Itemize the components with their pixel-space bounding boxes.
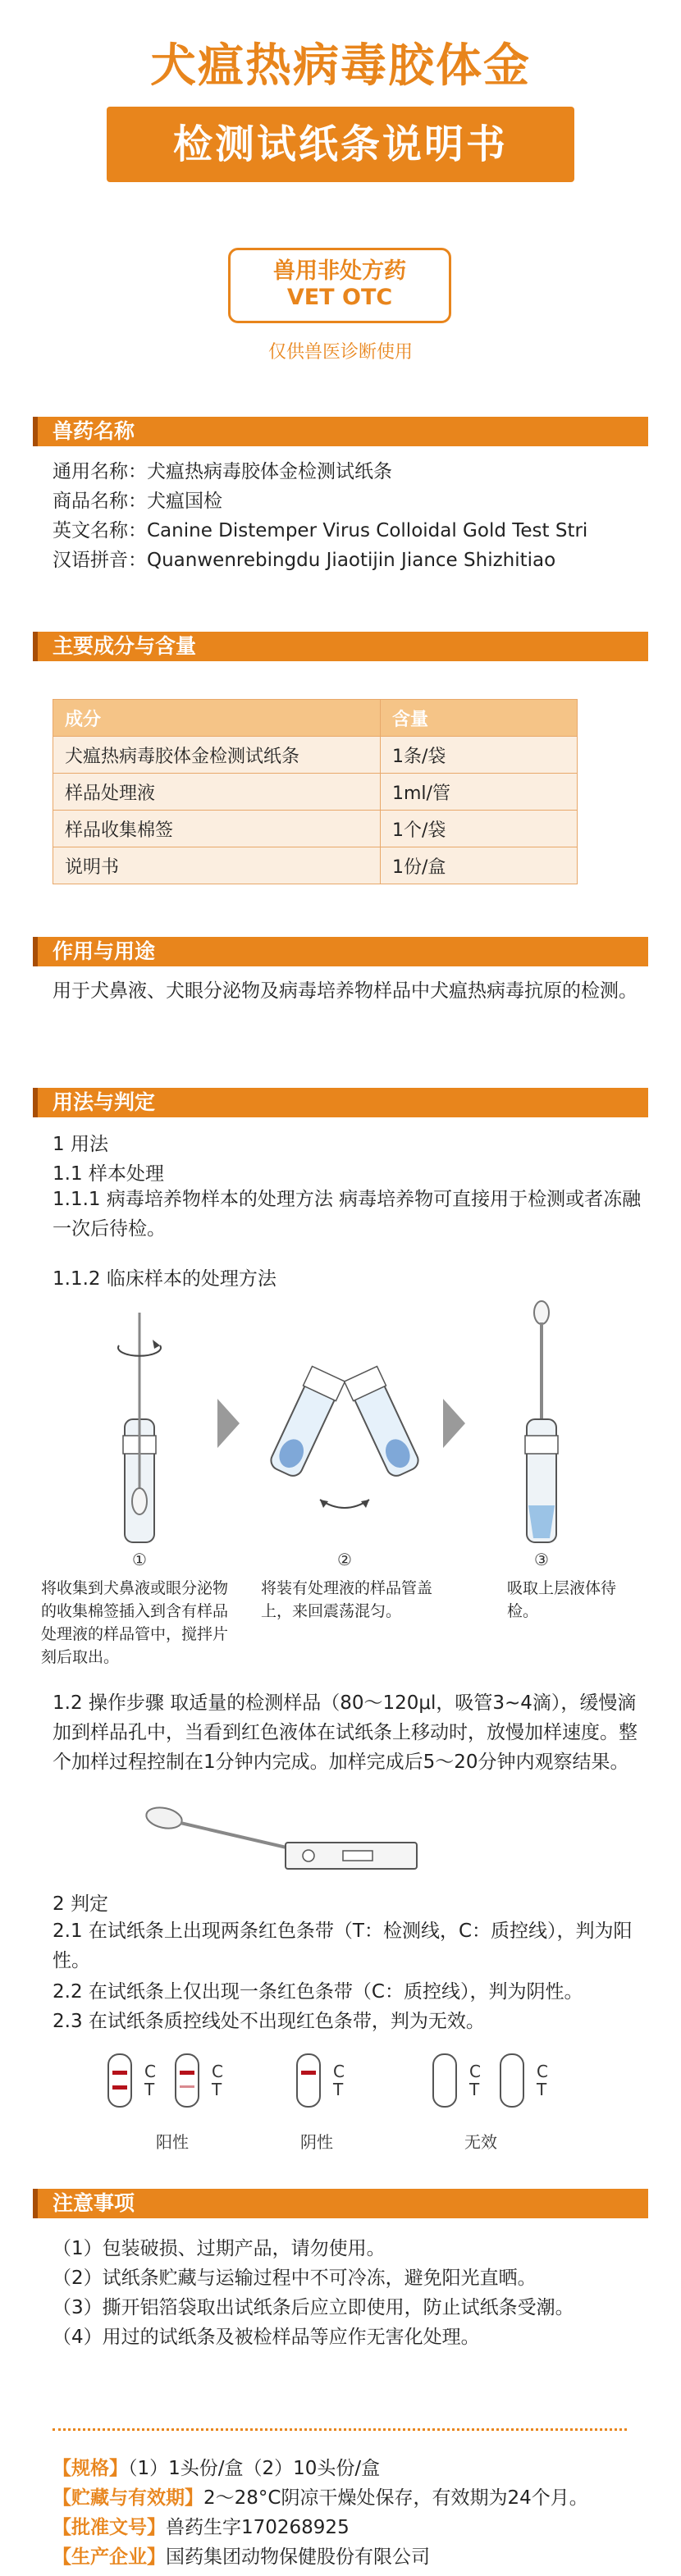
table-cell: 说明书 xyxy=(53,847,381,884)
judgement-2-1: 2.1 在试纸条上出现两条红色条带（T：检测线，C：质控线），判为阳性。 xyxy=(53,1921,633,1971)
info-approval xyxy=(53,2512,350,2539)
step2-number: ② xyxy=(337,1550,352,1569)
table-header-cell: 成分 xyxy=(53,700,381,737)
table-cell: 1个/袋 xyxy=(381,811,578,847)
step2-tubes-icon xyxy=(267,1366,423,1508)
step-arrow-icon xyxy=(443,1399,465,1448)
label-c: C xyxy=(469,2062,481,2081)
judgement-2-2: 2.2 在试纸条上仅出现一条红色条带（C：质控线），判为阴性。 xyxy=(53,1981,583,2003)
method-para-1-1-1: 1.1.1 病毒培养物样本的处理方法 病毒培养物可直接用于检测或者冻融一次后待检。 xyxy=(53,1189,642,1240)
info-maker xyxy=(53,2542,430,2569)
info-value: 国药集团动物保健股份有限公司 xyxy=(166,2546,430,2568)
result-invalid-label: 无效 xyxy=(464,2132,497,2152)
method-heading-1: 1 用法 xyxy=(53,1134,108,1155)
ingredients-table xyxy=(53,699,578,884)
pinyin-name: 汉语拼音：Quanwenrebingdu Jiaotijin Jiance Shizhitiao xyxy=(53,550,556,571)
otc-badge xyxy=(228,248,451,323)
info-value: 兽药生字170268925 xyxy=(166,2517,350,2538)
section-header-notes xyxy=(33,2189,648,2218)
label-c: C xyxy=(333,2062,345,2081)
table-cell: 1条/袋 xyxy=(381,737,578,774)
general-name: 通用名称：犬瘟热病毒胶体金检测试纸条 xyxy=(53,461,392,482)
result-positive-label: 阳性 xyxy=(156,2132,189,2152)
table-row xyxy=(53,774,578,811)
section-title: 兽药名称 xyxy=(53,419,135,443)
table-header-row xyxy=(53,700,578,737)
info-value: 2～28°C阴凉干燥处保存，有效期为24个月。 xyxy=(203,2487,588,2509)
info-storage xyxy=(53,2482,588,2510)
otc-line-1: 兽用非处方药 xyxy=(273,258,406,284)
table-row xyxy=(53,737,578,774)
info-key: 【批准文号】 xyxy=(53,2517,166,2538)
section-title: 注意事项 xyxy=(53,2191,135,2215)
note-item: （2）试纸条贮藏与运输过程中不可冷冻，避免阳光直晒。 xyxy=(53,2268,537,2289)
note-item: （4）用过的试纸条及被检样品等应作无害化处理。 xyxy=(53,2327,480,2348)
step1-caption: 将收集到犬鼻液或眼分泌物的收集棉签插入到含有样品处理液的样品管中，搅拌片刻后取出。 xyxy=(41,1579,229,1666)
label-t: T xyxy=(537,2080,547,2099)
section-header-usage xyxy=(33,937,648,966)
table-cell: 犬瘟热病毒胶体金检测试纸条 xyxy=(53,737,381,774)
label-t: T xyxy=(144,2080,155,2099)
step1-number: ① xyxy=(132,1550,147,1569)
step3-number: ③ xyxy=(534,1550,549,1569)
label-c: C xyxy=(144,2062,156,2081)
method-heading-1-1: 1.1 样本处理 xyxy=(53,1163,164,1185)
otc-note: 仅供兽医诊断使用 xyxy=(267,342,413,363)
label-c: C xyxy=(212,2062,223,2081)
table-row xyxy=(53,811,578,847)
info-key: 【规格】 xyxy=(53,2458,128,2479)
judgement-2-3: 2.3 在试纸条质控线处不出现红色条带，判为无效。 xyxy=(53,2011,485,2032)
judgement-heading: 2 判定 xyxy=(53,1893,108,1915)
info-value: （1）1头份/盒（2）10头份/盒 xyxy=(128,2458,381,2479)
table-cell: 1ml/管 xyxy=(381,774,578,811)
table-cell: 样品收集棉签 xyxy=(53,811,381,847)
label-c: C xyxy=(537,2062,548,2081)
strip-application-illustration xyxy=(123,1802,435,1875)
section-header-method xyxy=(33,1088,648,1117)
positive-strip-icon xyxy=(176,2054,199,2107)
table-header-cell: 含量 xyxy=(381,700,578,737)
result-negative-label: 阴性 xyxy=(300,2132,333,2152)
info-key: 【生产企业】 xyxy=(53,2546,166,2568)
step1-tube-icon xyxy=(118,1313,161,1542)
table-cell: 样品处理液 xyxy=(53,774,381,811)
info-spec xyxy=(53,2453,380,2480)
step-arrow-icon xyxy=(217,1399,240,1448)
method-para-1-2: 1.2 操作步骤 取适量的检测样品（80～120μl，吸管3~4滴），缓慢滴加到样品孔中，当看到红色液体在试纸条上移动时，放慢加样速度。整个加样过程控制在1分钟内完成。加样完成后5～20分钟内观察结果。 xyxy=(53,1692,638,1773)
dotted-divider xyxy=(53,2428,627,2431)
usage-text: 用于犬鼻液、犬眼分泌物及病毒培养物样品中犬瘟热病毒抗原的检测。 xyxy=(53,980,638,1002)
product-name: 商品名称：犬瘟国检 xyxy=(53,491,222,512)
english-name: 英文名称：Canine Distemper Virus Colloidal Gold Test Stri xyxy=(53,520,588,541)
table-row xyxy=(53,847,578,884)
section-title: 作用与用途 xyxy=(53,939,156,963)
step3-pipette-icon xyxy=(525,1301,558,1542)
label-t: T xyxy=(333,2080,344,2099)
label-t: T xyxy=(212,2080,222,2099)
method-heading-1-1-2: 1.1.2 临床样本的处理方法 xyxy=(53,1268,277,1290)
section-title: 用法与判定 xyxy=(53,1090,156,1114)
otc-line-2: VET OTC xyxy=(286,285,393,311)
negative-strip-icon xyxy=(297,2054,320,2107)
step3-caption: 吸取上层液体待检。 xyxy=(507,1579,617,1620)
document-title: 犬瘟热病毒胶体金 xyxy=(150,39,531,93)
document-subtitle: 检测试纸条说明书 xyxy=(107,107,574,182)
label-t: T xyxy=(469,2080,480,2099)
section-header-ingredients xyxy=(33,632,648,661)
step2-caption: 将装有处理液的样品管盖上，来回震荡混匀。 xyxy=(261,1579,433,1620)
note-item: （3）撕开铝箔袋取出试纸条后应立即使用，防止试纸条受潮。 xyxy=(53,2297,574,2318)
positive-strip-icon xyxy=(108,2054,131,2107)
info-key: 【贮藏与有效期】 xyxy=(53,2487,203,2509)
section-title: 主要成分与含量 xyxy=(53,634,197,658)
result-strips-illustration xyxy=(90,2043,583,2166)
section-header-name xyxy=(33,417,648,446)
note-item: （1）包装破损、过期产品，请勿使用。 xyxy=(53,2238,386,2259)
table-cell: 1份/盒 xyxy=(381,847,578,884)
